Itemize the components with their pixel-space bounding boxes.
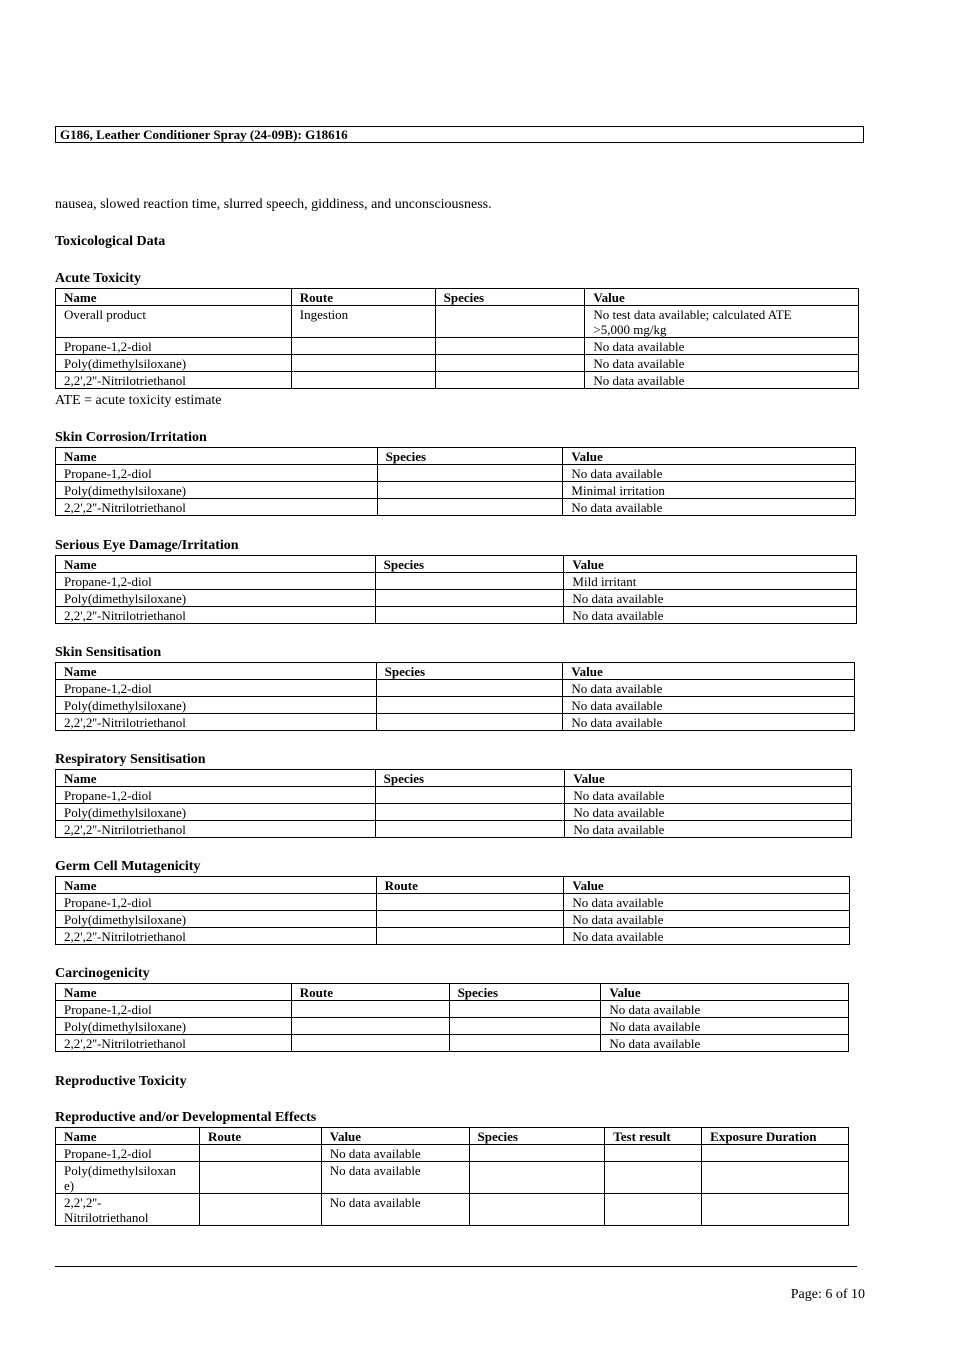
table-row [56, 482, 856, 499]
respiratory-sensitisation-title: Respiratory Sensitisation [55, 752, 206, 767]
cell-name [56, 1194, 200, 1226]
col-species: Species [469, 1128, 605, 1145]
cell-value: No data available [321, 1194, 469, 1226]
col-route: Route [291, 984, 449, 1001]
cell-species [435, 372, 585, 389]
table-row [56, 1018, 849, 1035]
table-row [56, 1145, 849, 1162]
cell-value: No data available [563, 697, 855, 714]
cell-species [435, 355, 585, 372]
cell-name-line-1: 2,2',2''- [64, 1195, 102, 1210]
cell-value: Minimal irritation [563, 482, 856, 499]
cell-value: No data available [565, 804, 852, 821]
cell-route [199, 1145, 321, 1162]
eye-damage-table [55, 555, 857, 624]
table-row [56, 573, 857, 590]
cell-species [376, 680, 563, 697]
cell-value: No data available [563, 465, 856, 482]
table-header-row [56, 877, 850, 894]
cell-species [375, 787, 565, 804]
cell-route [291, 1018, 449, 1035]
cell-name: 2,2',2''-Nitrilotriethanol [56, 1035, 292, 1052]
cell-value: No data available [585, 338, 859, 355]
table-header-row [56, 984, 849, 1001]
reproductive-effects-title: Reproductive and/or Developmental Effects [55, 1110, 317, 1125]
cell-name: 2,2',2''-Nitrilotriethanol [56, 372, 292, 389]
cell-name: 2,2',2''-Nitrilotriethanol [56, 821, 376, 838]
eye-damage-title: Serious Eye Damage/Irritation [55, 538, 239, 553]
carcinogenicity-title: Carcinogenicity [55, 966, 150, 981]
cell-route [291, 372, 435, 389]
cell-name: Propane-1,2-diol [56, 465, 378, 482]
col-value: Value [563, 448, 856, 465]
col-value: Value [321, 1128, 469, 1145]
table-row [56, 787, 852, 804]
col-route: Route [291, 289, 435, 306]
cell-value: No data available [563, 714, 855, 731]
table-row [56, 697, 855, 714]
page-number: Page: 6 of 10 [790, 1287, 865, 1302]
cell-species [376, 697, 563, 714]
cell-name-line-2: Nitrilotriethanol [64, 1210, 149, 1225]
cell-route [199, 1194, 321, 1226]
carcinogenicity-table [55, 983, 849, 1052]
cell-value: No data available [585, 372, 859, 389]
table-row [56, 372, 859, 389]
table-row [56, 680, 855, 697]
col-value: Value [601, 984, 849, 1001]
cell-route [291, 338, 435, 355]
col-species: Species [377, 448, 563, 465]
cell-name: Poly(dimethylsiloxane) [56, 590, 376, 607]
col-exposure-duration: Exposure Duration [702, 1128, 849, 1145]
cell-exposure-duration [702, 1162, 849, 1194]
cell-route [291, 355, 435, 372]
table-row [56, 465, 856, 482]
document-header: G186, Leather Conditioner Spray (24-09B): G18616 [55, 126, 864, 143]
cell-value: No data available [564, 928, 850, 945]
table-row [56, 1194, 849, 1226]
cell-value: Mild irritant [564, 573, 857, 590]
col-name: Name [56, 448, 378, 465]
cell-name: Poly(dimethylsiloxane) [56, 355, 292, 372]
cell-name: Propane-1,2-diol [56, 787, 376, 804]
cell-name: Propane-1,2-diol [56, 573, 376, 590]
col-species: Species [449, 984, 601, 1001]
cell-route [376, 928, 564, 945]
cell-value-line-2: >5,000 mg/kg [593, 322, 667, 337]
cell-value: No data available [564, 911, 850, 928]
col-name: Name [56, 1128, 200, 1145]
respiratory-sensitisation-table [55, 769, 852, 838]
cell-value: No data available [565, 821, 852, 838]
cell-name: 2,2',2''-Nitrilotriethanol [56, 714, 377, 731]
col-name: Name [56, 556, 376, 573]
table-header-row [56, 448, 856, 465]
cell-species [377, 482, 563, 499]
cell-species [375, 590, 564, 607]
col-name: Name [56, 289, 292, 306]
cell-species [469, 1162, 605, 1194]
cell-value: No data available [564, 894, 850, 911]
table-row [56, 1035, 849, 1052]
cell-name: 2,2',2''-Nitrilotriethanol [56, 928, 377, 945]
cell-value: No data available [601, 1018, 849, 1035]
cell-exposure-duration [702, 1145, 849, 1162]
cell-species [435, 338, 585, 355]
cell-species [375, 573, 564, 590]
skin-corrosion-title: Skin Corrosion/Irritation [55, 430, 207, 445]
table-row [56, 355, 859, 372]
cell-species [376, 714, 563, 731]
table-header-row [56, 663, 855, 680]
table-row [56, 306, 859, 338]
cell-species [449, 1035, 601, 1052]
germ-cell-table [55, 876, 850, 945]
skin-corrosion-table [55, 447, 856, 516]
col-name: Name [56, 770, 376, 787]
cell-value: No data available [601, 1035, 849, 1052]
cell-species [377, 465, 563, 482]
cell-species [375, 821, 565, 838]
col-name: Name [56, 877, 377, 894]
cell-name-line-1: Poly(dimethylsiloxan [64, 1163, 176, 1178]
cell-species [377, 499, 563, 516]
cell-species [469, 1194, 605, 1226]
acute-toxicity-title: Acute Toxicity [55, 271, 141, 286]
cell-route: Ingestion [291, 306, 435, 338]
cell-test-result [605, 1194, 702, 1226]
table-row [56, 821, 852, 838]
cell-value: No data available [563, 499, 856, 516]
cell-test-result [605, 1162, 702, 1194]
cell-value: No data available [563, 680, 855, 697]
acute-toxicity-table [55, 288, 859, 389]
cell-name: Overall product [56, 306, 292, 338]
cell-name-line-2: e) [64, 1178, 75, 1193]
cell-value: No data available [564, 590, 857, 607]
reproductive-effects-table [55, 1127, 849, 1226]
germ-cell-title: Germ Cell Mutagenicity [55, 859, 201, 874]
cell-name: Poly(dimethylsiloxane) [56, 697, 377, 714]
col-value: Value [565, 770, 852, 787]
cell-value: No data available [321, 1162, 469, 1194]
reproductive-toxicity-title: Reproductive Toxicity [55, 1074, 187, 1089]
table-row [56, 928, 850, 945]
cell-name: Poly(dimethylsiloxane) [56, 482, 378, 499]
cell-route [376, 911, 564, 928]
col-value: Value [564, 877, 850, 894]
col-route: Route [376, 877, 564, 894]
col-species: Species [376, 663, 563, 680]
col-test-result: Test result [605, 1128, 702, 1145]
col-species: Species [435, 289, 585, 306]
table-row [56, 804, 852, 821]
col-name: Name [56, 984, 292, 1001]
col-route: Route [199, 1128, 321, 1145]
skin-sensitisation-title: Skin Sensitisation [55, 645, 162, 660]
cell-route [199, 1162, 321, 1194]
cell-species [375, 607, 564, 624]
col-value: Value [563, 663, 855, 680]
table-row [56, 607, 857, 624]
table-header-row [56, 289, 859, 306]
cell-value: No data available [565, 787, 852, 804]
table-header-row [56, 556, 857, 573]
toxicological-data-title: Toxicological Data [55, 234, 166, 249]
cell-species [449, 1018, 601, 1035]
cell-name: Propane-1,2-diol [56, 338, 292, 355]
table-row [56, 499, 856, 516]
cell-name: Propane-1,2-diol [56, 894, 377, 911]
col-value: Value [585, 289, 859, 306]
col-value: Value [564, 556, 857, 573]
cell-value [585, 306, 859, 338]
table-row [56, 894, 850, 911]
col-species: Species [375, 770, 565, 787]
col-species: Species [375, 556, 564, 573]
cell-name: Propane-1,2-diol [56, 1001, 292, 1018]
cell-value: No data available [564, 607, 857, 624]
table-row [56, 1001, 849, 1018]
cell-name: Poly(dimethylsiloxane) [56, 1018, 292, 1035]
table-header-row [56, 770, 852, 787]
cell-species [469, 1145, 605, 1162]
table-row [56, 338, 859, 355]
cell-name: 2,2',2''-Nitrilotriethanol [56, 607, 376, 624]
table-row [56, 590, 857, 607]
cell-name: Propane-1,2-diol [56, 1145, 200, 1162]
cell-name: 2,2',2''-Nitrilotriethanol [56, 499, 378, 516]
cell-value-line-1: No test data available; calculated ATE [593, 307, 792, 322]
cell-name: Poly(dimethylsiloxane) [56, 804, 376, 821]
skin-sensitisation-table [55, 662, 855, 731]
col-name: Name [56, 663, 377, 680]
cell-route [376, 894, 564, 911]
cell-name: Poly(dimethylsiloxane) [56, 911, 377, 928]
cell-test-result [605, 1145, 702, 1162]
cell-name [56, 1162, 200, 1194]
cell-value: No data available [601, 1001, 849, 1018]
cell-route [291, 1001, 449, 1018]
ate-note: ATE = acute toxicity estimate [55, 393, 222, 408]
cell-species [449, 1001, 601, 1018]
intro-text: nausea, slowed reaction time, slurred speech, giddiness, and unconsciousness. [55, 197, 492, 212]
table-row [56, 1162, 849, 1194]
table-row [56, 714, 855, 731]
table-header-row [56, 1128, 849, 1145]
cell-name: Propane-1,2-diol [56, 680, 377, 697]
table-row [56, 911, 850, 928]
cell-value: No data available [321, 1145, 469, 1162]
cell-route [291, 1035, 449, 1052]
cell-value: No data available [585, 355, 859, 372]
cell-species [375, 804, 565, 821]
cell-exposure-duration [702, 1194, 849, 1226]
cell-species [435, 306, 585, 338]
footer-divider [55, 1266, 857, 1267]
